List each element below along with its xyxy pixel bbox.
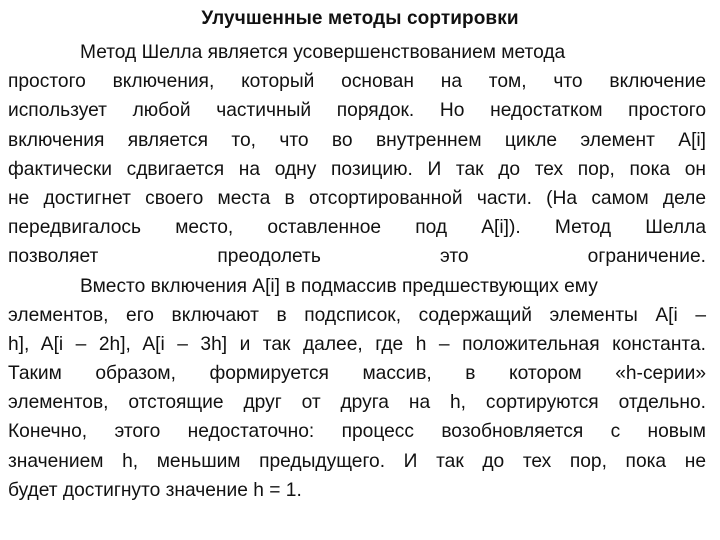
text-line: h], A[i – 2h], A[i – 3h] и так далее, где h – положительная константа. xyxy=(8,333,706,355)
text-line: позволяет преодолеть это ограничение. xyxy=(8,246,706,268)
page-title: Улучшенные методы сортировки xyxy=(201,8,519,29)
text-line: элементов, отстоящие друг от друга на h, сортируются отдельно. xyxy=(8,392,706,414)
text-line: использует любой частичный порядок. Но недостатком простого xyxy=(8,100,706,122)
text-line: простого включения, который основан на том, что включение xyxy=(8,71,706,93)
text-line: Метод Шелла является усовершенствованием метода xyxy=(80,42,566,63)
text-line: будет достигнуто значение h = 1. xyxy=(8,479,302,501)
document-body xyxy=(8,38,706,505)
text-line: Конечно, этого недостаточно: процесс возобновляется с новым xyxy=(8,421,706,443)
text-line: Таким образом, формируется массив, в котором «h-серии» xyxy=(8,363,706,385)
text-line: включения является то, что во внутреннем цикле элемент A[i] xyxy=(8,129,706,151)
text-line: значением h, меньшим предыдущего. И так до тех пор, пока не xyxy=(8,450,706,472)
text-line: элементов, его включают в подсписок, содержащий элементы A[i – xyxy=(8,304,706,326)
text-line: передвигалось место, оставленное под A[i]). Метод Шелла xyxy=(8,217,706,239)
text-line: Вместо включения A[i] в подмассив предшествующих ему xyxy=(80,275,598,297)
text-line: не достигнет своего места в отсортированной части. (На самом деле xyxy=(8,187,706,209)
text-line: фактически сдвигается на одну позицию. И так до тех пор, пока он xyxy=(8,158,706,180)
